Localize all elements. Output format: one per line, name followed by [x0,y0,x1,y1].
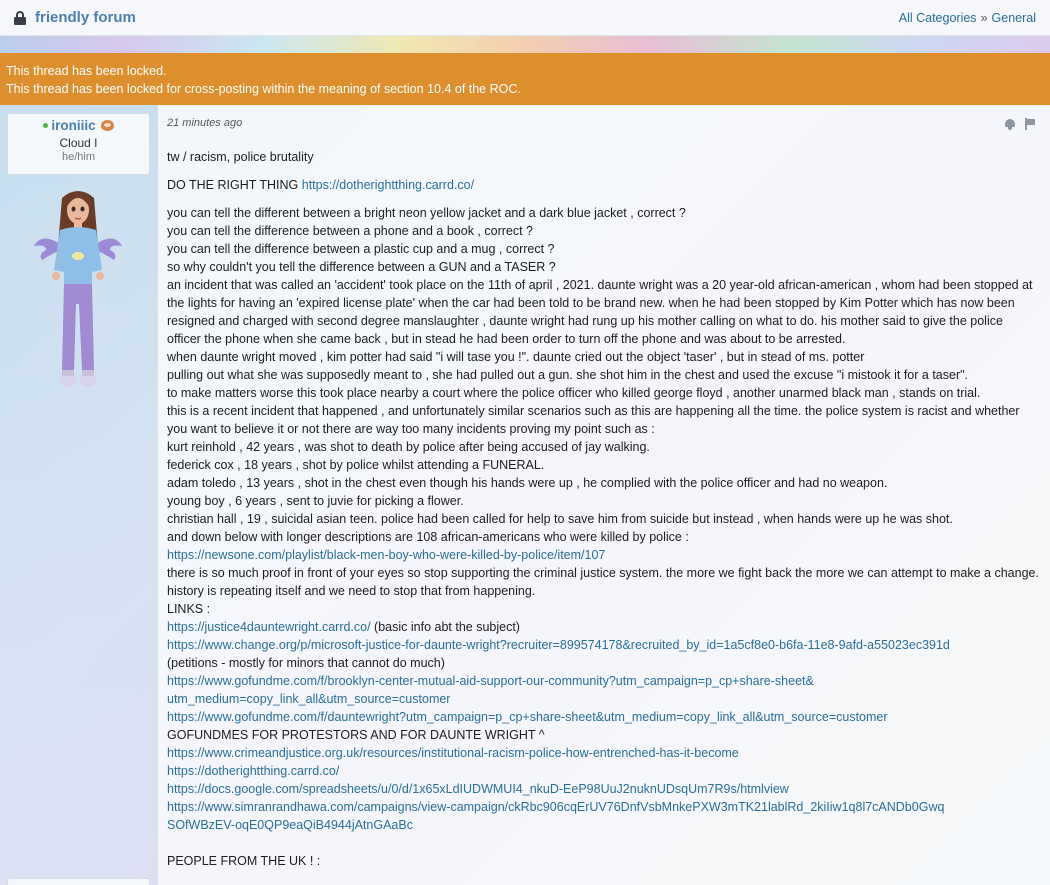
justice-link[interactable]: https://justice4dauntewright.carrd.co/ [167,620,371,634]
gofundme-link-2[interactable]: https://www.gofundme.com/f/dauntewright?utm_campaign=p_cp+share-sheet&utm_medium=copy_link_all&utm_source=customer [167,710,888,724]
post-line: young boy , 6 years , sent to juvie for picking a flower. [167,494,464,508]
post-line: kurt reinhold , 42 years , was shot to death by police after being accused of jay walking. [167,440,650,454]
post-line: this is a recent incident that happened , and unfortunately similar scenarios such as this are happening all the time. the police system is racist and whether you want to believe it or not there are way too many incidents proving my point such as : [167,404,1020,436]
flag-icon[interactable] [1025,118,1036,130]
gofundmes-label: GOFUNDMES FOR PROTESTORS AND FOR DAUNTE WRIGHT ^ [167,728,545,742]
uk-label: PEOPLE FROM THE UK ! : [167,854,321,868]
post-body [167,148,1039,870]
author-card [7,113,150,175]
gofundme-link-1[interactable]: https://www.gofundme.com/f/brooklyn-center-mutual-aid-support-our-community?utm_campaign=p_cp+share-sheet&utm_medium=copy_link_all&utm_source=customer [167,674,814,706]
breadcrumb [899,11,1036,25]
post-actions [1004,118,1036,130]
newsone-link[interactable]: https://newsone.com/playlist/black-men-boy-who-were-killed-by-police/item/107 [167,548,606,562]
post-line: you can tell the difference between a plastic cup and a mug , correct ? [167,242,555,256]
author-card-footer [7,878,150,885]
post-line: an incident that was called an 'accident' took place on the 11th of april , 2021. daunte wright was a 20 year-old african-american , whom had been stopped at the lights for having an 'expired license plate' when the car had been told to be brand new. when he had been stopped by Kim Potter which has now been resigned and charged with second degree manslaughter , daunte wright had rung up his mother calling on what to do. his mother said to give the police officer the phone when she came back , but in stead he had been order to turn off the phone and was about to be arrested. [167,278,1033,346]
avatar [32,184,124,402]
post-line: you can tell the difference between a phone and a book , correct ? [167,224,533,238]
online-status-icon [43,123,48,128]
post-line: federick cox , 18 years , shot by police whilst attending a FUNERAL. [167,458,545,472]
author-username[interactable]: ironiiic [51,118,96,133]
dtrt-link[interactable]: https://dotherightthing.carrd.co/ [301,178,475,192]
post-line: so why couldn't you tell the difference between a GUN and a TASER ? [167,260,556,274]
trigger-warning: tw / racism, police brutality [167,150,314,164]
top-bar [0,0,1050,36]
history-text: history is repeating itself and we need to stop that from happening. [167,584,536,598]
author-pronouns: he/him [61,151,96,163]
breadcrumb-all-categories[interactable]: All Categories [898,10,977,25]
docs-link[interactable]: https://docs.google.com/spreadsheets/u/0/d/1x65xLdIUDWMUI4_nkuD-EeP98UuJ2nuknUDsqUm7R9s/htmlview [167,782,789,796]
dtrt-paragraph [167,176,1039,194]
post-line: when daunte wright moved , kim potter had said "i will tase you !". daunte cried out the object 'taser' , but in stead of ms. potter [167,350,865,364]
author-title: Cloud I [59,136,98,150]
forum-brand-link[interactable]: friendly forum [35,9,136,26]
crime-justice-link[interactable]: https://www.crimeandjustice.org.uk/resources/institutional-racism-police-how-entrenched-has-it-become [167,746,739,760]
post-line: and down below with longer descriptions are 108 african-americans who were killed by police : [167,530,689,544]
thread-locked-notice [0,53,1050,105]
breadcrumb-separator: » [980,10,988,25]
post-line: adam toledo , 13 years , shot in the chest even though his hands were up , he complied with the police officer and had no weapon. [167,476,888,490]
dtrt-link-2[interactable]: https://dotherightthing.carrd.co/ [167,764,340,778]
petitions-note: (petitions - mostly for minors that cannot do much) [167,656,445,670]
bell-icon[interactable] [1004,118,1016,130]
links-label: LINKS : [167,602,211,616]
post-lines [167,204,1039,870]
post-timestamp: 21 minutes ago [167,117,243,129]
post-line: pulling out what she was supposedly meant to , she had pulled out a gun. she shot him in the chest and used the excuse "i mistook it for a taser". [167,368,969,382]
post-line: you can tell the different between a bright neon yellow jacket and a dark blue jacket , correct ? [167,206,686,220]
simran-link[interactable]: https://www.simranrandhawa.com/campaigns/view-campaign/ckRbc906cqErUV76DnfVsbMnkePXW3mTK21lablRd_2kiIiw1q8l7cANDb0GwqSOfWBzEV-oqE0QP9eaQiB4944jAtnGAaBc [167,800,945,832]
owl-icon [101,120,114,131]
breadcrumb-general[interactable]: General [991,10,1036,25]
locked-notice-line1: This thread has been locked. [6,64,167,78]
post [158,105,1050,885]
post-line: christian hall , 19 , suicidal asian teen. police had been called for help to save him from suicide but instead , when hands were up he was shot. [167,512,953,526]
post-line: to make matters worse this took place nearby a court where the police officer who killed george floyd , another unarmed black man , stands on trial. [167,386,981,400]
lock-icon [14,11,26,25]
proof-text: there is so much proof in front of your eyes so stop supporting the criminal justice system. the more we fight back the more we can attempt to make a change. [167,566,1039,580]
change-link[interactable]: https://www.change.org/p/microsoft-justice-for-daunte-wright?recruiter=899574178&recruited_by_id=1a5cf8e0-b6fa-11e8-9afd-a55023ec391d [167,638,950,652]
locked-notice-line2: This thread has been locked for cross-posting within the meaning of section 10.4 of the ROC. [6,82,521,96]
dtrt-label: DO THE RIGHT THING [167,178,302,192]
rainbow-banner [0,36,1050,53]
justice-note: (basic info abt the subject) [370,620,520,634]
